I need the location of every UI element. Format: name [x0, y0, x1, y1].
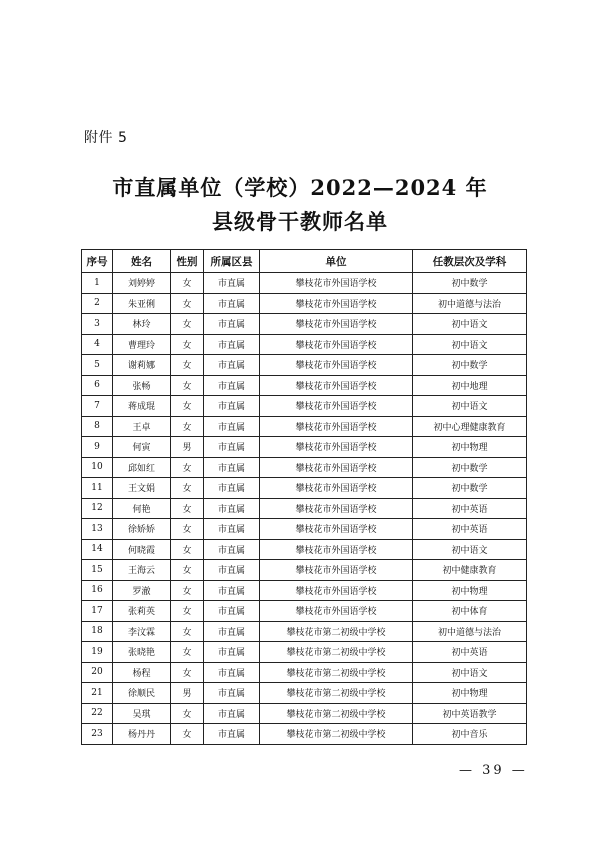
cell-name: 张晓艳	[113, 642, 171, 663]
document-title-line1: 市直属单位（学校）2022—2024 年	[112, 175, 488, 200]
cell-district: 市直属	[204, 662, 260, 683]
table-row	[82, 724, 527, 745]
header-name: 姓名	[113, 250, 171, 273]
table-row	[82, 642, 527, 663]
cell-gender: 女	[171, 355, 204, 376]
cell-name: 曹理玲	[113, 334, 171, 355]
cell-subject: 初中地理	[413, 375, 527, 396]
cell-unit: 攀枝花市外国语学校	[260, 375, 413, 396]
table-row	[82, 580, 527, 601]
cell-name: 邱如红	[113, 457, 171, 478]
cell-subject: 初中健康教育	[413, 560, 527, 581]
cell-index: 12	[82, 498, 113, 519]
cell-name: 张畅	[113, 375, 171, 396]
cell-unit: 攀枝花市外国语学校	[260, 580, 413, 601]
cell-subject: 初中语文	[413, 662, 527, 683]
cell-subject: 初中英语	[413, 519, 527, 540]
cell-unit: 攀枝花市外国语学校	[260, 396, 413, 417]
cell-name: 林玲	[113, 314, 171, 335]
table-row	[82, 560, 527, 581]
cell-district: 市直属	[204, 437, 260, 458]
cell-subject: 初中物理	[413, 683, 527, 704]
cell-district: 市直属	[204, 416, 260, 437]
cell-index: 16	[82, 580, 113, 601]
cell-gender: 女	[171, 314, 204, 335]
table-row	[82, 457, 527, 478]
cell-gender: 女	[171, 662, 204, 683]
table-row	[82, 375, 527, 396]
cell-district: 市直属	[204, 621, 260, 642]
cell-unit: 攀枝花市外国语学校	[260, 601, 413, 622]
table-header-row	[82, 250, 527, 273]
cell-subject: 初中物理	[413, 437, 527, 458]
header-subject: 任教层次及学科	[413, 250, 527, 273]
cell-unit: 攀枝花市外国语学校	[260, 273, 413, 294]
cell-unit: 攀枝花市第二初级中学校	[260, 724, 413, 745]
cell-unit: 攀枝花市第二初级中学校	[260, 662, 413, 683]
cell-unit: 攀枝花市外国语学校	[260, 498, 413, 519]
cell-name: 朱亚俐	[113, 293, 171, 314]
cell-gender: 女	[171, 560, 204, 581]
cell-index: 23	[82, 724, 113, 745]
cell-subject: 初中道德与法治	[413, 621, 527, 642]
table-row	[82, 703, 527, 724]
table-row	[82, 519, 527, 540]
cell-gender: 女	[171, 539, 204, 560]
cell-unit: 攀枝花市第二初级中学校	[260, 621, 413, 642]
cell-unit: 攀枝花市外国语学校	[260, 560, 413, 581]
cell-index: 8	[82, 416, 113, 437]
cell-unit: 攀枝花市外国语学校	[260, 416, 413, 437]
cell-index: 7	[82, 396, 113, 417]
cell-index: 20	[82, 662, 113, 683]
header-unit: 单位	[260, 250, 413, 273]
cell-subject: 初中英语教学	[413, 703, 527, 724]
table-row	[82, 334, 527, 355]
cell-index: 4	[82, 334, 113, 355]
cell-gender: 女	[171, 396, 204, 417]
cell-subject: 初中语文	[413, 314, 527, 335]
cell-subject: 初中语文	[413, 539, 527, 560]
cell-gender: 女	[171, 293, 204, 314]
cell-name: 李汶霖	[113, 621, 171, 642]
cell-name: 杨丹丹	[113, 724, 171, 745]
cell-name: 谢莉娜	[113, 355, 171, 376]
cell-gender: 女	[171, 621, 204, 642]
cell-district: 市直属	[204, 334, 260, 355]
cell-gender: 女	[171, 457, 204, 478]
cell-name: 杨程	[113, 662, 171, 683]
cell-district: 市直属	[204, 355, 260, 376]
attachment-label: 附件 5	[84, 130, 128, 146]
cell-subject: 初中数学	[413, 457, 527, 478]
cell-district: 市直属	[204, 703, 260, 724]
cell-district: 市直属	[204, 375, 260, 396]
table-row	[82, 498, 527, 519]
cell-gender: 男	[171, 437, 204, 458]
cell-name: 吴琪	[113, 703, 171, 724]
cell-gender: 女	[171, 273, 204, 294]
cell-index: 11	[82, 478, 113, 499]
cell-name: 蒋成琨	[113, 396, 171, 417]
cell-district: 市直属	[204, 519, 260, 540]
cell-unit: 攀枝花市外国语学校	[260, 355, 413, 376]
cell-index: 17	[82, 601, 113, 622]
cell-district: 市直属	[204, 560, 260, 581]
cell-subject: 初中语文	[413, 396, 527, 417]
cell-district: 市直属	[204, 642, 260, 663]
cell-district: 市直属	[204, 724, 260, 745]
cell-district: 市直属	[204, 580, 260, 601]
cell-subject: 初中语文	[413, 334, 527, 355]
cell-subject: 初中英语	[413, 498, 527, 519]
cell-index: 18	[82, 621, 113, 642]
table-row	[82, 683, 527, 704]
cell-name: 何寅	[113, 437, 171, 458]
cell-unit: 攀枝花市第二初级中学校	[260, 703, 413, 724]
cell-gender: 女	[171, 416, 204, 437]
cell-gender: 女	[171, 375, 204, 396]
cell-index: 21	[82, 683, 113, 704]
cell-unit: 攀枝花市外国语学校	[260, 478, 413, 499]
cell-gender: 女	[171, 703, 204, 724]
cell-index: 9	[82, 437, 113, 458]
cell-index: 6	[82, 375, 113, 396]
cell-gender: 女	[171, 478, 204, 499]
cell-name: 张莉英	[113, 601, 171, 622]
cell-district: 市直属	[204, 293, 260, 314]
cell-district: 市直属	[204, 457, 260, 478]
cell-district: 市直属	[204, 273, 260, 294]
cell-unit: 攀枝花市外国语学校	[260, 437, 413, 458]
cell-index: 10	[82, 457, 113, 478]
table-row	[82, 273, 527, 294]
cell-gender: 女	[171, 580, 204, 601]
table-row	[82, 396, 527, 417]
cell-name: 何艳	[113, 498, 171, 519]
cell-unit: 攀枝花市外国语学校	[260, 519, 413, 540]
cell-unit: 攀枝花市外国语学校	[260, 539, 413, 560]
header-index: 序号	[82, 250, 113, 273]
cell-district: 市直属	[204, 314, 260, 335]
table-row	[82, 621, 527, 642]
page-number: — 39 —	[459, 763, 528, 778]
cell-subject: 初中数学	[413, 273, 527, 294]
table-row	[82, 478, 527, 499]
cell-unit: 攀枝花市外国语学校	[260, 334, 413, 355]
cell-index: 1	[82, 273, 113, 294]
cell-unit: 攀枝花市外国语学校	[260, 314, 413, 335]
cell-district: 市直属	[204, 396, 260, 417]
document-title-line2: 县级骨干教师名单	[212, 209, 388, 234]
cell-subject: 初中英语	[413, 642, 527, 663]
table-row	[82, 293, 527, 314]
cell-subject: 初中数学	[413, 355, 527, 376]
table-row	[82, 539, 527, 560]
cell-subject: 初中数学	[413, 478, 527, 499]
cell-unit: 攀枝花市第二初级中学校	[260, 642, 413, 663]
table-body	[82, 273, 527, 745]
cell-gender: 女	[171, 724, 204, 745]
cell-unit: 攀枝花市外国语学校	[260, 457, 413, 478]
cell-district: 市直属	[204, 478, 260, 499]
cell-district: 市直属	[204, 683, 260, 704]
cell-gender: 男	[171, 683, 204, 704]
cell-name: 徐娇娇	[113, 519, 171, 540]
cell-index: 19	[82, 642, 113, 663]
cell-unit: 攀枝花市第二初级中学校	[260, 683, 413, 704]
table-row	[82, 355, 527, 376]
cell-name: 王文娟	[113, 478, 171, 499]
cell-subject: 初中音乐	[413, 724, 527, 745]
cell-subject: 初中物理	[413, 580, 527, 601]
cell-subject: 初中心理健康教育	[413, 416, 527, 437]
cell-index: 15	[82, 560, 113, 581]
cell-district: 市直属	[204, 601, 260, 622]
cell-name: 刘婷婷	[113, 273, 171, 294]
cell-unit: 攀枝花市外国语学校	[260, 293, 413, 314]
cell-district: 市直属	[204, 539, 260, 560]
cell-name: 王海云	[113, 560, 171, 581]
table-row	[82, 437, 527, 458]
cell-gender: 女	[171, 601, 204, 622]
table-row	[82, 601, 527, 622]
cell-name: 徐顺民	[113, 683, 171, 704]
cell-index: 14	[82, 539, 113, 560]
cell-name: 王卓	[113, 416, 171, 437]
teacher-roster-table	[81, 249, 527, 745]
table-row	[82, 314, 527, 335]
cell-index: 5	[82, 355, 113, 376]
cell-name: 罗澈	[113, 580, 171, 601]
cell-index: 13	[82, 519, 113, 540]
header-gender: 性别	[171, 250, 204, 273]
cell-subject: 初中道德与法治	[413, 293, 527, 314]
table-row	[82, 416, 527, 437]
table-row	[82, 662, 527, 683]
cell-index: 3	[82, 314, 113, 335]
cell-index: 2	[82, 293, 113, 314]
cell-gender: 女	[171, 334, 204, 355]
cell-gender: 女	[171, 498, 204, 519]
cell-name: 何晓霞	[113, 539, 171, 560]
cell-gender: 女	[171, 642, 204, 663]
cell-district: 市直属	[204, 498, 260, 519]
cell-gender: 女	[171, 519, 204, 540]
cell-index: 22	[82, 703, 113, 724]
header-district: 所属区县	[204, 250, 260, 273]
cell-subject: 初中体育	[413, 601, 527, 622]
